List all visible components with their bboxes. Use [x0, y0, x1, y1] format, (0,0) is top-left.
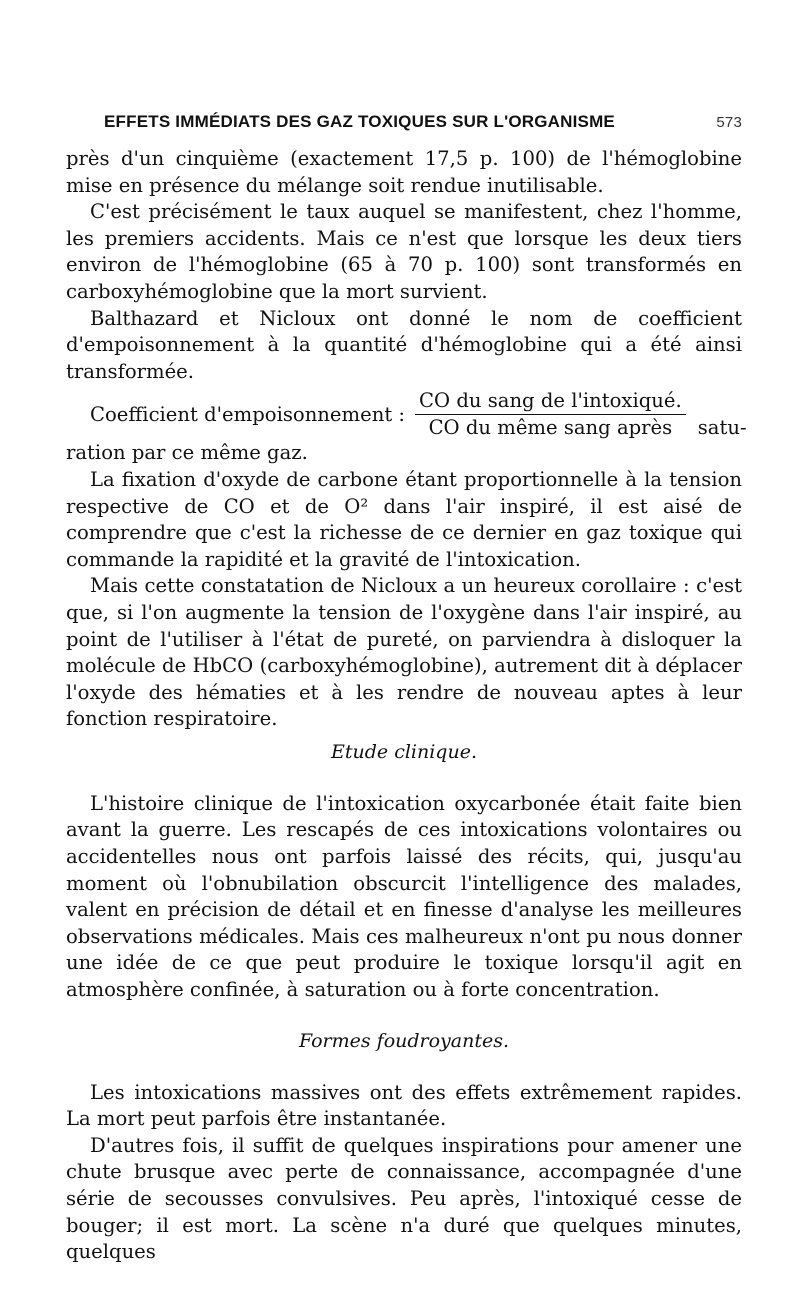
- paragraph-intoxications-massives: Les intoxications massives ont des effets extrêmement rapides. La mort peut parfois être instantanée.: [66, 1080, 742, 1131]
- running-header-title: EFFETS IMMÉDIATS DES GAZ TOXIQUES SUR L'ORGANISME: [104, 112, 615, 131]
- paragraph-corollaire: Mais cette constatation de Nicloux a un heureux corollaire : c'est que, si l'on augmente la tension de l'oxygène dans l'air inspiré, au point de l'utiliser à l'état de pureté, on parviendra à disloquer la molécule de HbCO (carboxyhémoglobine), autrement dit à déplacer l'oxyde des hématies et à les rendre de nouveau aptes à leur fonction respiratoire.: [66, 574, 742, 731]
- page-number: 573: [716, 114, 742, 131]
- paragraph-coefficient: Balthazard et Nicloux ont donné le nom de coefficient d'empoisonnement à la quantité d'hémoglobine qui a été ainsi transformée.: [66, 306, 742, 383]
- paragraph-fixation: La fixation d'oxyde de carbone étant proportionnelle à la tension respective de CO et de O² dans l'air inspiré, il est aisé de comprendre que c'est la richesse de ce dernier en gaz toxique qui commande la rapidité et la gravité de l'intoxication.: [66, 467, 742, 571]
- formula-numerator: CO du sang de l'intoxiqué.: [415, 389, 686, 415]
- formula-denominator: CO du même sang après: [428, 416, 673, 440]
- paragraph-histoire-clinique: L'histoire clinique de l'intoxication oxycarbonée était faite bien avant la guerre. Les rescapés de ces intoxications volontaires ou accidentelles nous ont parfois laissé des récits, qui, jusqu'au moment où l'obnubilation obscurcit l'intelligence des malades, valent en précision de détail et en finesse d'analyse les meilleures observations médicales. Mais ces malheureux n'ont pu nous donner une idée de ce que peut produire le toxique lorsqu'il agit en atmosphère confinée, à saturation ou à forte concentration.: [66, 791, 742, 1002]
- paragraph-continuation: près d'un cinquième (exactement 17,5 p. 100) de l'hémoglobine mise en présence du mélange soit rendue inutilisable.: [66, 147, 742, 197]
- formula-label: Coefficient d'empoisonnement :: [90, 402, 406, 426]
- section-title-formes-foudroyantes: Formes foudroyantes.: [298, 1029, 510, 1052]
- section-title-etude-clinique: Etude clinique.: [331, 740, 477, 763]
- formula-fraction: [415, 389, 686, 440]
- formula-trailing-text: satu-: [697, 416, 747, 440]
- coefficient-formula: [66, 389, 747, 440]
- paragraph-autres-fois: D'autres fois, il suffit de quelques inspirations pour amener une chute brusque avec perte de connaissance, accompagnée d'une série de secousses convulsives. Peu après, l'intoxiqué cesse de bouger; il est mort. La scène n'a duré que quelques minutes, quelques: [66, 1133, 742, 1264]
- running-header: [104, 112, 742, 132]
- book-page: [66, 112, 747, 1266]
- paragraph-taux: C'est précisément le taux auquel se manifestent, chez l'homme, les premiers accidents. Mais ce n'est que lorsque les deux tiers environ de l'hémoglobine (65 à 70 p. 100) sont transformés en carboxyhémoglobine que la mort survient.: [66, 200, 742, 303]
- paragraph-formula-end: ration par ce même gaz.: [66, 441, 308, 465]
